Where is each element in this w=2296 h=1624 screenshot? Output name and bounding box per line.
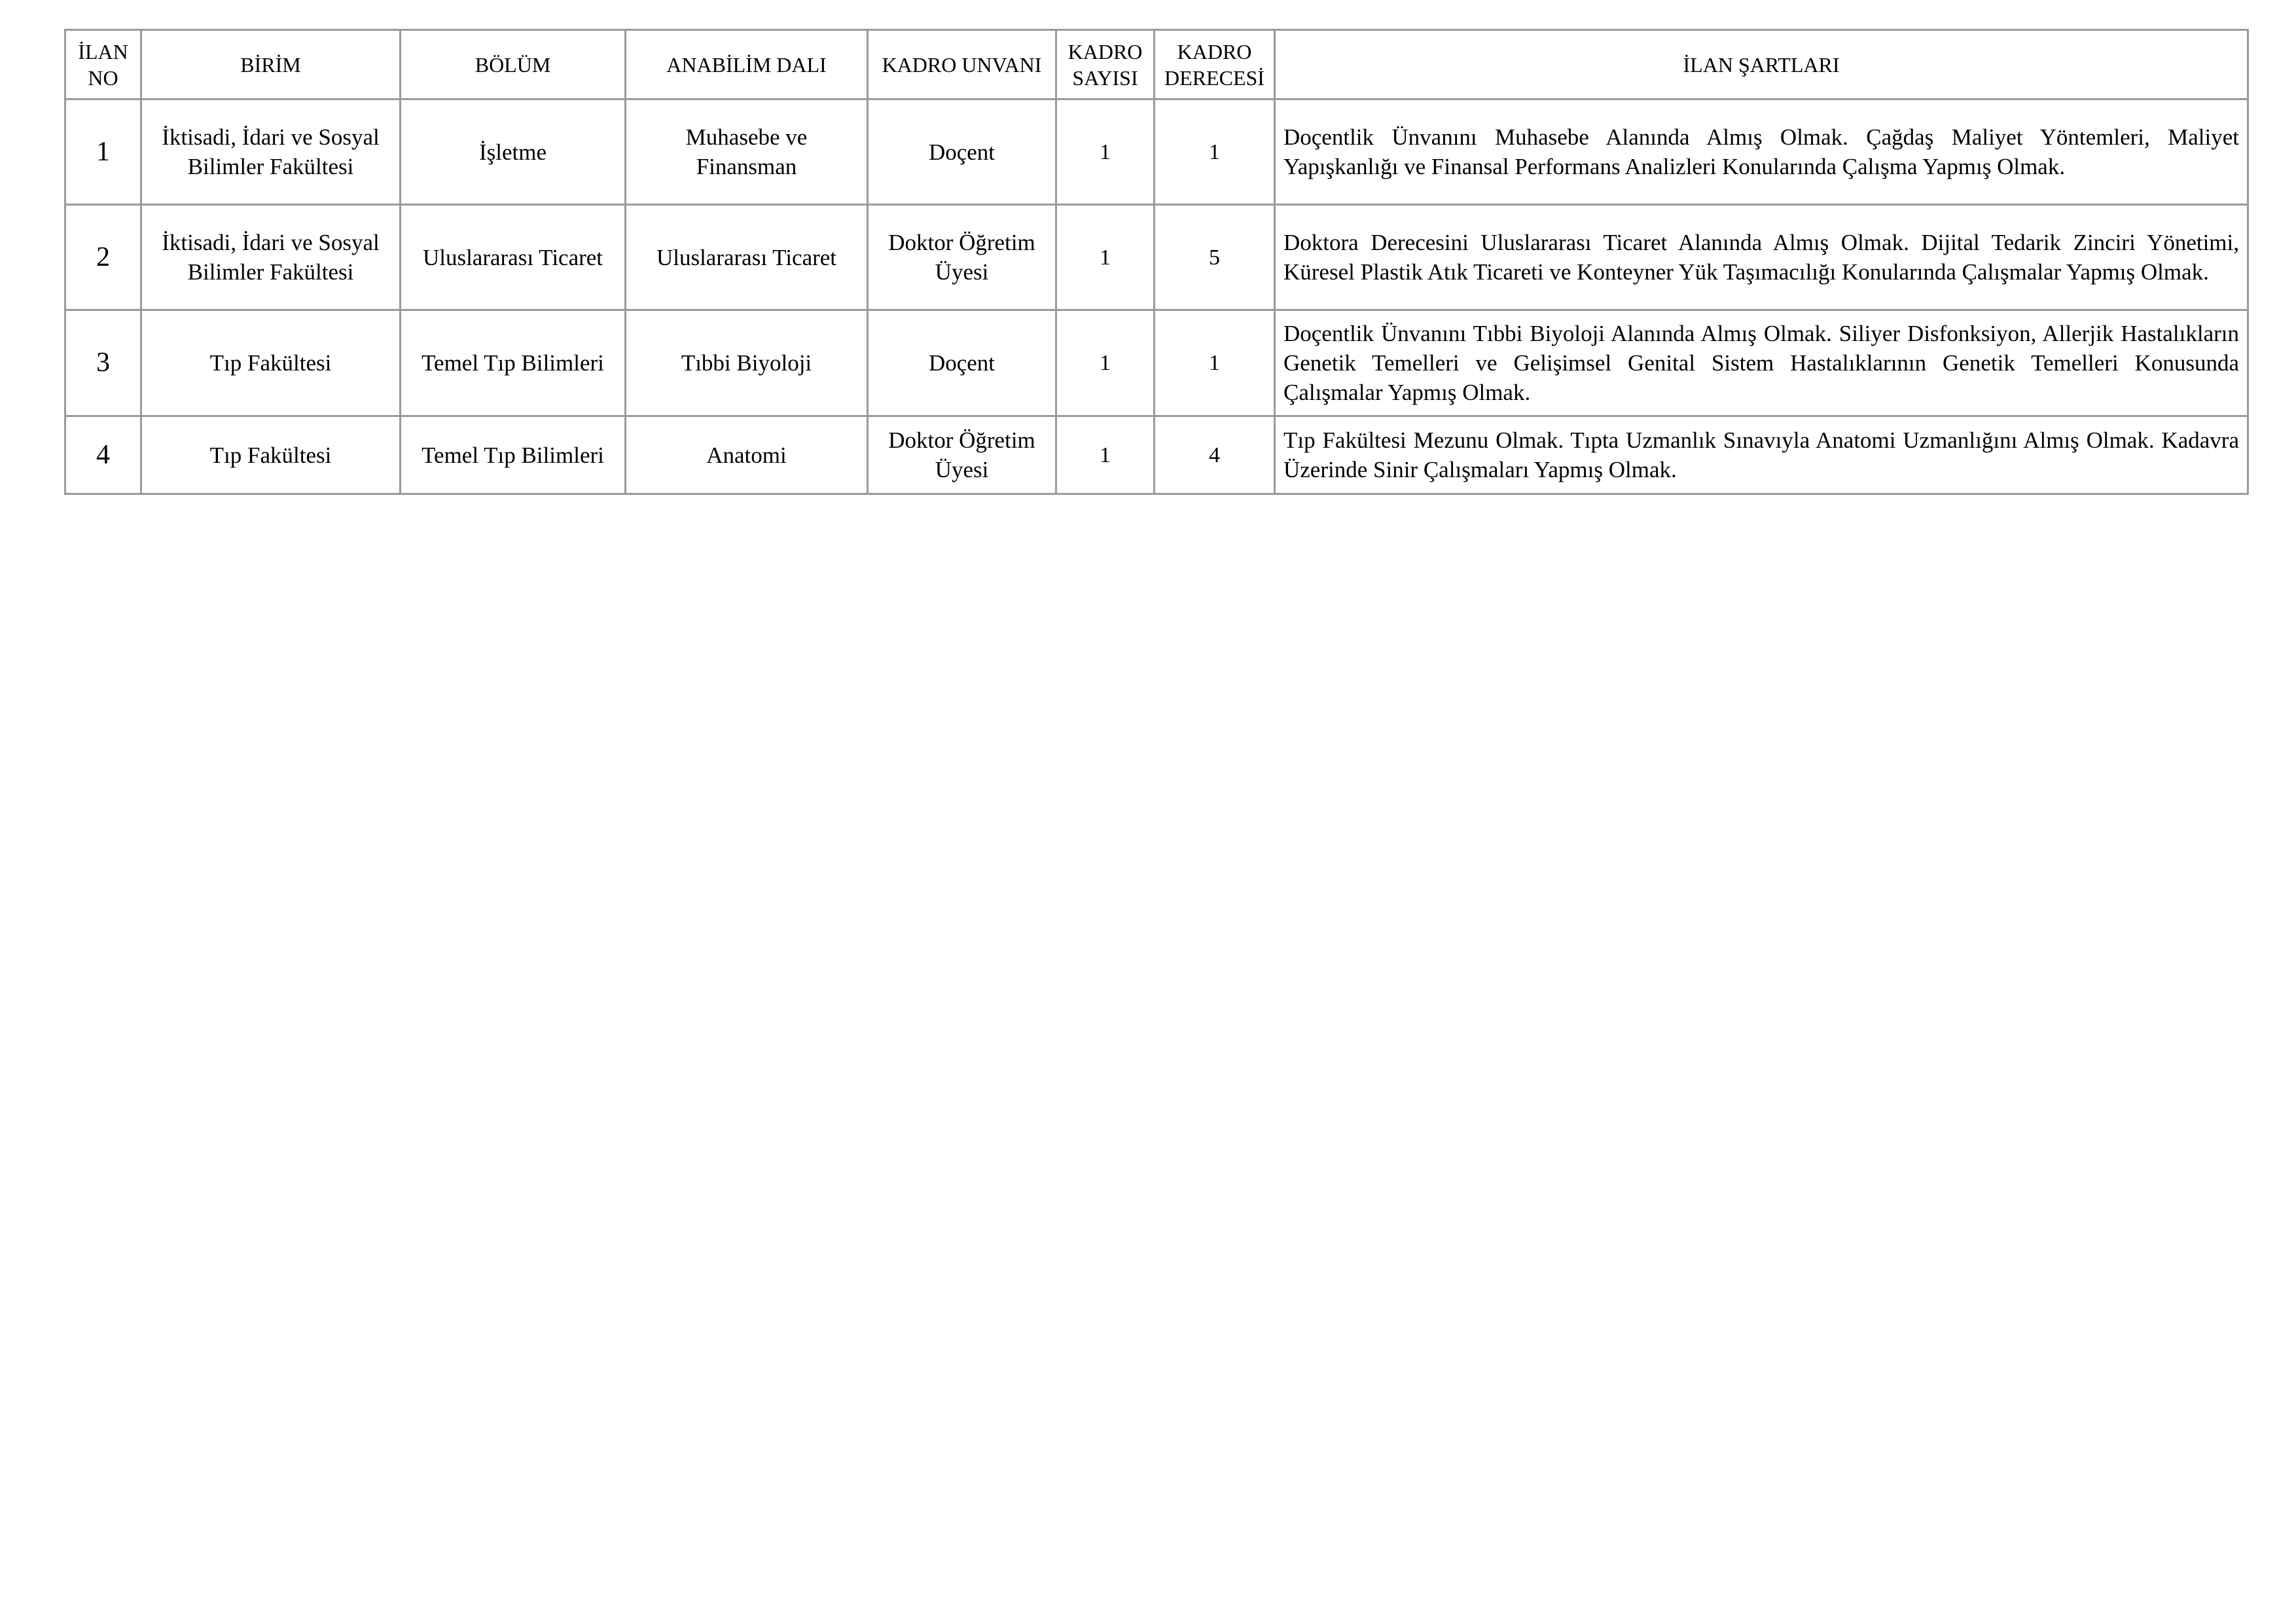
cell-anabilim-dali: Tıbbi Biyoloji	[626, 310, 868, 416]
cell-ilan-sartlari: Tıp Fakültesi Mezunu Olmak. Tıpta Uzmanlık Sınavıyla Anatomi Uzmanlığını Almış Olmak. Kadavra Üzerinde Sinir Çalışmaları Yapmış Olmak.	[1275, 416, 2248, 494]
cell-kadro-unvani: Doçent	[868, 99, 1056, 205]
cell-kadro-unvani: Doçent	[868, 310, 1056, 416]
table-header-row	[65, 30, 2248, 99]
header-kadro-derecesi-line2: DERECESİ	[1164, 65, 1265, 90]
table-row	[65, 99, 2248, 205]
cell-anabilim-dali: Anatomi	[626, 416, 868, 494]
table-row	[65, 310, 2248, 416]
cell-birim: İktisadi, İdari ve Sosyal Bilimler Fakültesi	[141, 205, 401, 310]
header-bolum: BÖLÜM	[401, 30, 626, 99]
header-ilan-no-line2: NO	[88, 65, 118, 90]
cell-ilan-no: 4	[65, 416, 141, 494]
cell-anabilim-dali: Uluslararası Ticaret	[626, 205, 868, 310]
header-ilan-sartlari: İLAN ŞARTLARI	[1275, 30, 2248, 99]
cell-kadro-sayisi: 1	[1056, 205, 1155, 310]
header-kadro-derecesi	[1155, 30, 1275, 99]
cell-kadro-derecesi: 4	[1155, 416, 1275, 494]
table-row	[65, 416, 2248, 494]
cell-kadro-sayisi: 1	[1056, 310, 1155, 416]
cell-ilan-no: 3	[65, 310, 141, 416]
job-listing-table	[64, 29, 2249, 495]
header-kadro-sayisi-line2: SAYISI	[1072, 65, 1138, 90]
cell-ilan-sartlari: Doktora Derecesini Uluslararası Ticaret Alanında Almış Olmak. Dijital Tedarik Zinciri Yönetimi, Küresel Plastik Atık Ticareti ve Konteyner Yük Taşımacılığı Konularında Çalışmalar Yapmış Olmak.	[1275, 205, 2248, 310]
cell-ilan-no: 2	[65, 205, 141, 310]
cell-bolum: Temel Tıp Bilimleri	[401, 310, 626, 416]
cell-ilan-no: 1	[65, 99, 141, 205]
header-kadro-derecesi-line1: KADRO	[1177, 39, 1252, 63]
cell-birim: Tıp Fakültesi	[141, 416, 401, 494]
table-row	[65, 205, 2248, 310]
cell-kadro-unvani: Doktor Öğretim Üyesi	[868, 205, 1056, 310]
cell-birim: Tıp Fakültesi	[141, 310, 401, 416]
cell-kadro-sayisi: 1	[1056, 99, 1155, 205]
header-kadro-unvani: KADRO UNVANI	[868, 30, 1056, 99]
cell-bolum: İşletme	[401, 99, 626, 205]
cell-kadro-derecesi: 5	[1155, 205, 1275, 310]
header-anabilim-dali: ANABİLİM DALI	[626, 30, 868, 99]
header-ilan-no	[65, 30, 141, 99]
cell-kadro-derecesi: 1	[1155, 99, 1275, 205]
header-kadro-sayisi-line1: KADRO	[1067, 39, 1143, 63]
cell-kadro-sayisi: 1	[1056, 416, 1155, 494]
cell-anabilim-dali: Muhasebe ve Finansman	[626, 99, 868, 205]
cell-ilan-sartlari: Doçentlik Ünvanını Tıbbi Biyoloji Alanında Almış Olmak. Siliyer Disfonksiyon, Allerjik Hastalıkların Genetik Temelleri ve Gelişimsel Genital Sistem Hastalıklarının Genetik Temelleri Konusunda Çalışmalar Yapmış Olmak.	[1275, 310, 2248, 416]
cell-ilan-sartlari: Doçentlik Ünvanını Muhasebe Alanında Almış Olmak. Çağdaş Maliyet Yöntemleri, Maliyet Yapışkanlığı ve Finansal Performans Analizleri Konularında Çalışma Yapmış Olmak.	[1275, 99, 2248, 205]
cell-bolum: Temel Tıp Bilimleri	[401, 416, 626, 494]
cell-birim: İktisadi, İdari ve Sosyal Bilimler Fakültesi	[141, 99, 401, 205]
header-kadro-sayisi	[1056, 30, 1155, 99]
header-ilan-no-line1: İLAN	[78, 39, 128, 63]
cell-kadro-unvani: Doktor Öğretim Üyesi	[868, 416, 1056, 494]
cell-kadro-derecesi: 1	[1155, 310, 1275, 416]
cell-bolum: Uluslararası Ticaret	[401, 205, 626, 310]
header-birim: BİRİM	[141, 30, 401, 99]
